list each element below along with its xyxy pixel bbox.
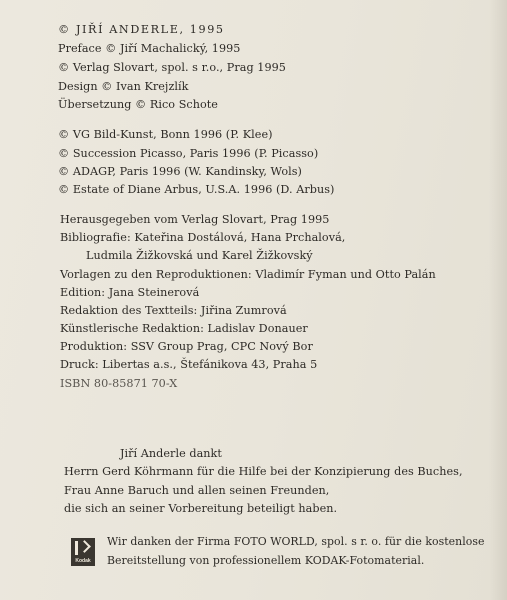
credits-line-production: Produktion: SSV Group Prag, CPC Nový Bor — [60, 340, 313, 353]
thanks-line-1: Herrn Gerd Köhrmann für die Hilfe bei der Konzipierung des Buches, — [64, 465, 463, 478]
rights-line-arbus: © Estate of Diane Arbus, U.S.A. 1996 (D. Arbus) — [58, 183, 335, 196]
thanks-line-3: die sich an seiner Vorbereitung beteiligt haben. — [64, 502, 338, 515]
rights-line-kandinsky: © ADAGP, Paris 1996 (W. Kandinsky, Wols) — [58, 165, 302, 178]
credits-line-bibliography: Bibliografie: Kateřina Dostálová, Hana Prchalová, — [60, 231, 346, 244]
credits-line-text-editing: Redaktion des Textteils: Jiřina Zumrová — [60, 304, 287, 317]
kodak-line-2: Bereitstellung von professionellem KODAK-Fotomaterial. — [107, 554, 425, 567]
credits-line-publisher: Herausgegeben vom Verlag Slovart, Prag 1995 — [60, 213, 330, 226]
copyright-line-translation: Übersetzung © Rico Schote — [58, 98, 218, 111]
rights-line-klee: © VG Bild-Kunst, Bonn 1996 (P. Klee) — [58, 128, 273, 141]
thanks-line-2: Frau Anne Baruch und allen seinen Freunden, — [64, 484, 330, 497]
copyright-line-design: Design © Ivan Krejzlík — [58, 80, 189, 93]
copyright-line-preface: Preface © Jiří Machalický, 1995 — [58, 42, 241, 55]
page-edge-shadow — [489, 0, 507, 600]
credits-line-bibliography-cont: Ludmila Žižkovská und Karel Žižkovský — [86, 249, 313, 262]
kodak-line-1: Wir danken der Firma FOTO WORLD, spol. s r. o. für die kostenlose — [107, 535, 485, 548]
kodak-logo-text: Kodak — [75, 558, 91, 564]
kodak-k-icon — [75, 541, 91, 555]
thanks-line-heading: Jiří Anderle dankt — [120, 447, 222, 460]
credits-line-reproductions: Vorlagen zu den Reproduktionen: Vladimír Fyman und Otto Palán — [60, 268, 436, 281]
kodak-logo — [71, 538, 95, 566]
rights-line-picasso: © Succession Picasso, Paris 1996 (P. Picasso) — [58, 147, 319, 160]
isbn: ISBN 80-85871 70-X — [60, 377, 178, 390]
copyright-line-publisher: © Verlag Slovart, spol. s r.o., Prag 1995 — [58, 61, 286, 74]
credits-line-art-editing: Künstlerische Redaktion: Ladislav Donauer — [60, 322, 308, 335]
credits-line-print: Druck: Libertas a.s., Štefánikova 43, Praha 5 — [60, 358, 318, 371]
copyright-line-author: © JIŘÍ ANDERLE, 1995 — [58, 23, 225, 36]
credits-line-edition: Edition: Jana Steinerová — [60, 286, 200, 299]
